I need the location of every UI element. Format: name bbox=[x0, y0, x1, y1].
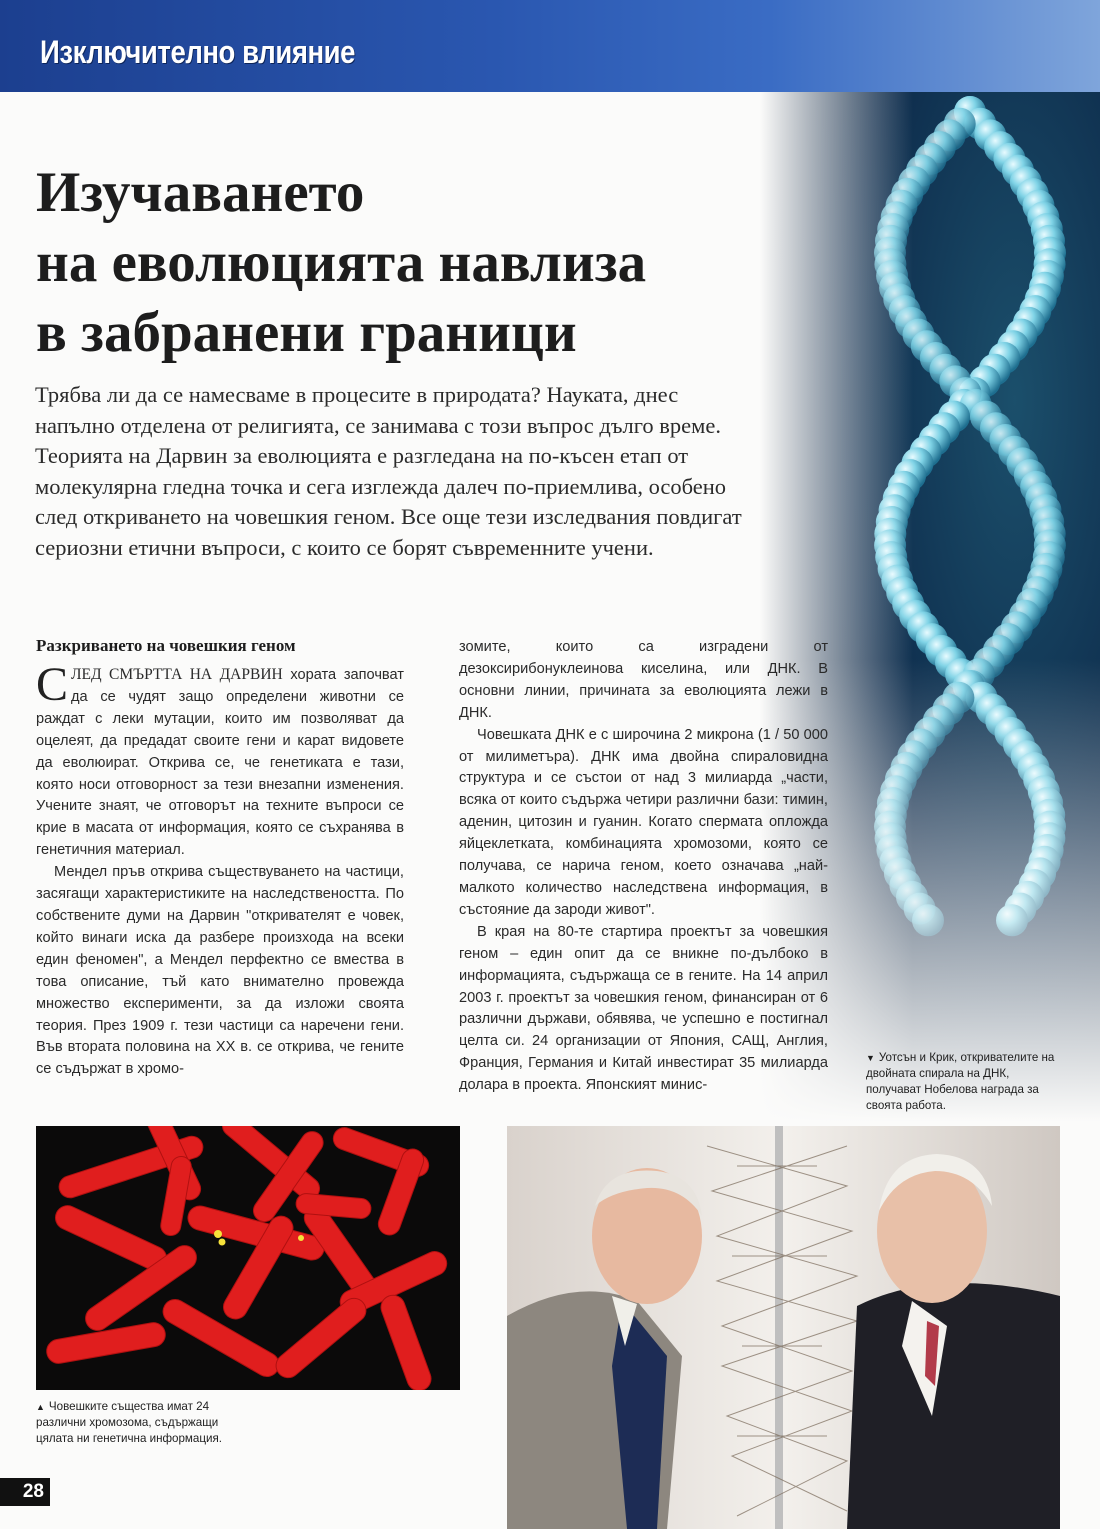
body-paragraph bbox=[36, 658, 404, 862]
body-paragraph: зомите, които са изградени от дезоксирибонуклеинова киселина, или ДНК. В основни линии, причината за еволюцията лежи в ДНК. bbox=[459, 639, 828, 721]
page-number: 28 bbox=[0, 1478, 50, 1506]
caption-text: Човешките същества имат 24 различни хромозома, съдържащи цялата ни генетична информация. bbox=[36, 1400, 222, 1445]
drop-cap: С bbox=[36, 658, 69, 711]
section-header-band bbox=[0, 0, 1100, 92]
intro-paragraph: Трябва ли да се намесваме в процесите в природата? Науката, днес напълно отделена от религията, се занимава с този въпрос дълго време. Теорията на Дарвин за еволюцията е разгледана на по-късен етап от молекулярна гледна точка и сега изглежда далеч по-приемлива, особено след откриването на човешкия геном. Все още тези изследвания повдигат сериозни етични въпроси, с които се борят съвременните учени. bbox=[35, 382, 742, 560]
triangle-up-icon: ▲ bbox=[36, 1402, 45, 1412]
body-paragraph: Човешката ДНК е с широчина 2 микрона (1 / 50 000 от милиметъра). ДНК има двойна спираловидна структура и се състои от над 3 милиарда „части, всяка от които съдържа четири различни бази: тимин, аденин, цитозин и гуанин. Когато спермата опложда яйцеклетката, комбинацията хромозоми, която се получава, се нарича геном, което означава „най-малкото количество наследствена информация, в състояние да зароди живот". bbox=[459, 726, 828, 918]
body-column-left bbox=[36, 658, 404, 1081]
body-column-right bbox=[459, 637, 828, 1097]
triangle-down-icon: ▼ bbox=[866, 1053, 875, 1063]
body-paragraph: Мендел пръв открива съществуването на частици, засягащи характеристиките на наследствеността. По собствените думи на Дарвин "откривателят е човек, който винаги иска да разбере произхода на всеки един феномен", а Мендел перфектно се вмества в това описание, тъй като внимателно провежда множество експерименти, за да изложи своята теория. През 1909 г. тези частици са наречени гени. Във втората половина на XX в. се открива, че гените се съдържат в хромо- bbox=[36, 864, 404, 1078]
lead-in-caps: ЛЕД СМЪРТТА НА ДАРВИН bbox=[71, 666, 283, 683]
caption-scientists bbox=[866, 1050, 1066, 1114]
chromosomes-photo bbox=[36, 1126, 460, 1390]
chromosomes-image bbox=[36, 1126, 460, 1390]
article-headline bbox=[36, 158, 776, 368]
body-paragraph: В края на 80-те стартира проектът за човешкия геном – един опит да се вникне по-дълбоко в информацията, съдържаща се в гените. На 14 април 2003 г. проектът за човешкия геном, финансиран от 6 различни държави, обявява, че успешно е постигнал целта си. 24 организации от Япония, САЩ, Англия, Франция, Германия и Китай инвестират 35 милиарда долара в проекта. Японският минис- bbox=[459, 923, 828, 1094]
caption-chromosomes bbox=[36, 1399, 246, 1447]
caption-text: Уотсън и Крик, откривателите на двойната спирала на ДНК, получават Нобелова награда за своята работа. bbox=[866, 1051, 1055, 1112]
section-subheading: Разкриването на човешкия геном bbox=[36, 636, 296, 655]
scientists-image bbox=[507, 1126, 1060, 1529]
paragraph-text: хората започват да се чудят защо определени животни се раждат с леки мутации, които им позволяват да оцелеят, да предадат своите гени и карат видовете да еволюират. Открива се, че генетиката е тази, която носи отговорност за тези внезапни изменения. Учените знаят, че отговорът на техните въпроси се крие в масата от информация, която се съхранява в генетичния материал. bbox=[36, 667, 404, 859]
headline-line: в забранени граници bbox=[36, 301, 577, 364]
watson-crick-photo bbox=[507, 1126, 1060, 1529]
headline-line: на еволюцията навлиза bbox=[36, 231, 647, 294]
headline-line: Изучаването bbox=[36, 161, 365, 224]
section-label: Изключително влияние bbox=[40, 34, 356, 70]
